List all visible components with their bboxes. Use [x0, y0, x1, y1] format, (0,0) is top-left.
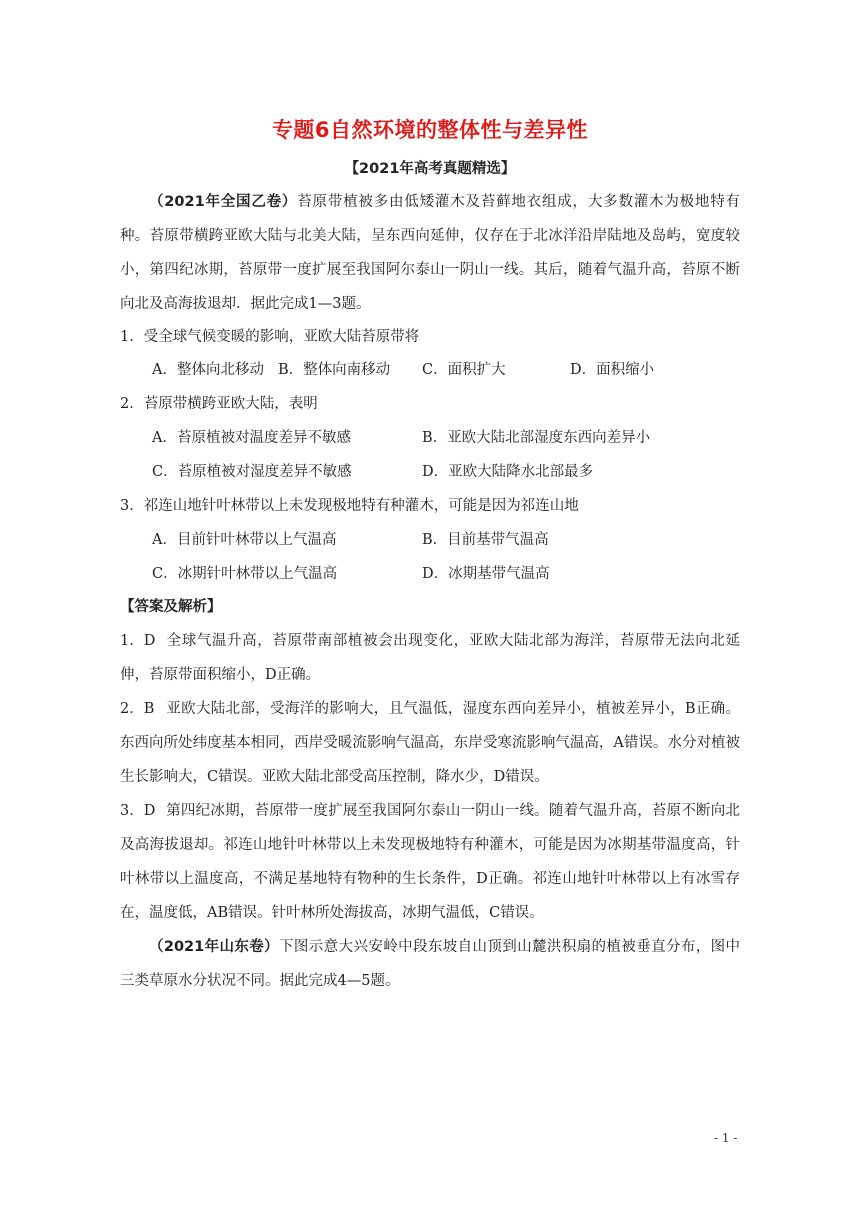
question-3-stem: 3．祁连山地针叶林带以上未发现极地特有种灌木，可能是因为祁连山地: [120, 498, 579, 514]
passage-1: [120, 185, 740, 321]
question-3-option-d: D．冰期基带气温高: [422, 566, 550, 582]
question-3-option-b: B．目前基带气温高: [422, 532, 549, 548]
answer-3: [120, 794, 740, 930]
page-number: - 1 -: [714, 1131, 738, 1145]
answer-3-text: 第四纪冰期，苔原带一度扩展至我国阿尔泰山一阴山一线。随着气温升高，苔原不断向北及高海拔退却。祁连山地针叶林带以上未发现极地特有种灌木，可能是因为冰期基带温度高，针叶林带以上温度高，不满足基地特有物种的生长条件，D正确。祁连山地针叶林带以上有冰雪存在，温度低，AB错误。针叶林所处海拔高，冰期气温低，C错误。: [120, 803, 740, 921]
answer-1-text: 全球气温升高，苔原带南部植被会出现变化，亚欧大陆北部为海洋，苔原带无法向北延伸，苔原带面积缩小，D正确。: [120, 633, 740, 683]
question-1-option-a: A．整体向北移动: [152, 362, 264, 378]
question-1-stem: 1．受全球气候变暖的影响，亚欧大陆苔原带将: [120, 329, 420, 345]
question-2-stem: 2．苔原带横跨亚欧大陆，表明: [120, 396, 318, 412]
answer-1: [120, 624, 740, 692]
question-2-option-d: D．亚欧大陆降水北部最多: [422, 464, 594, 480]
question-2-option-a: A．苔原植被对温度差异不敏感: [152, 430, 351, 446]
question-2-option-b: B．亚欧大陆北部湿度东西向差异小: [422, 430, 651, 446]
question-1-option-d: D．面积缩小: [570, 362, 655, 378]
answer-3-key: 3．D: [120, 803, 156, 819]
passage-2-source: （2021年山东卷）: [149, 939, 280, 955]
passage-1-source: （2021年全国乙卷）: [149, 194, 298, 210]
question-2-option-c: C．苔原植被对湿度差异不敏感: [152, 464, 352, 480]
passage-2-text: 下图示意大兴安岭中段东坡自山顶到山麓洪积扇的植被垂直分布，图中三类草原水分状况不同。据此完成4—5题。: [120, 939, 740, 989]
answer-2-text: 亚欧大陆北部，受海洋的影响大，且气温低，湿度东西向差异小，植被差异小，B正确。东西向所处纬度基本相同，西岸受暖流影响气温高，东岸受寒流影响气温高，A错误。水分对植被生长影响大，C错误。亚欧大陆北部受高压控制，降水少，D错误。: [120, 701, 740, 785]
answer-2-key: 2．B: [120, 701, 155, 717]
section-subtitle: 【2021年高考真题精选】: [344, 161, 516, 177]
answers-heading: 【答案及解析】: [120, 599, 222, 615]
question-3-option-c: C．冰期针叶林带以上气温高: [152, 566, 338, 582]
question-1-option-c: C．面积扩大: [422, 362, 506, 378]
answer-2: [120, 692, 740, 794]
question-1-option-b: B．整体向南移动: [278, 362, 391, 378]
question-3-option-a: A．目前针叶林带以上气温高: [152, 532, 337, 548]
document-title: 专题6自然环境的整体性与差异性: [271, 118, 589, 142]
answer-1-key: 1．D: [120, 633, 156, 649]
passage-2: [120, 930, 740, 998]
passage-1-text: 苔原带植被多由低矮灌木及苔藓地衣组成，大多数灌木为极地特有种。苔原带横跨亚欧大陆与北美大陆，呈东西向延伸，仅存在于北冰洋沿岸陆地及岛屿，宽度较小，第四纪冰期，苔原带一度扩展至我国阿尔泰山一阴山一线。其后，随着气温升高，苔原不断向北及高海拔退却．据此完成1—3题。: [120, 194, 741, 312]
